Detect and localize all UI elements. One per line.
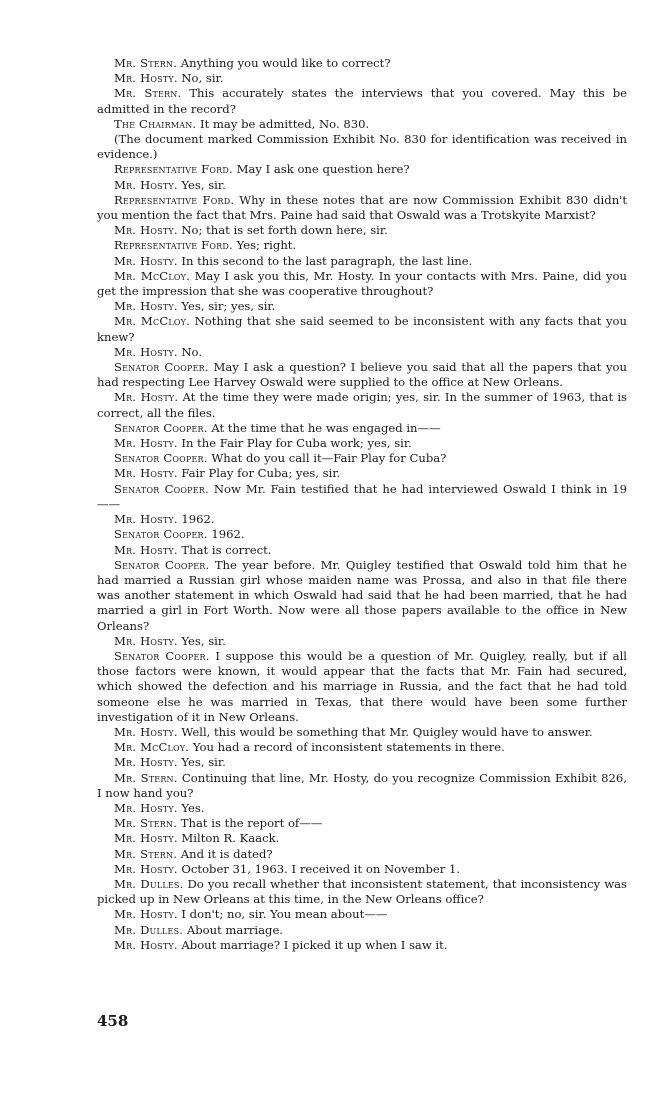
speaker-name: Senator Cooper. — [114, 527, 208, 542]
transcript-paragraph — [97, 223, 627, 238]
transcript-paragraph — [97, 755, 627, 770]
transcript-paragraph — [97, 740, 627, 755]
speech-text: May I ask a question? I believe you said that all the papers that you had respecting Lee Harvey Oswald were supplied to the office at New Orleans. — [97, 360, 627, 390]
speaker-name: Senator Cooper. — [114, 557, 210, 572]
transcript-paragraph — [97, 527, 627, 542]
speaker-name: Senator Cooper. — [114, 360, 209, 375]
transcript-paragraph — [97, 360, 627, 390]
speaker-name: Mr. Hosty. — [114, 724, 178, 739]
speaker-name: Mr. Hosty. — [114, 907, 178, 922]
speech-text: Yes; right. — [236, 238, 297, 253]
transcript-paragraph — [97, 436, 627, 451]
speaker-name: Mr. Hosty. — [114, 223, 178, 238]
speaker-name: Mr. Hosty. — [114, 253, 178, 268]
speech-text: In this second to the last paragraph, the last line. — [181, 253, 473, 268]
speaker-name: Mr. Stern. — [114, 770, 178, 785]
speech-text: I don't; no, sir. You mean about—— — [181, 907, 388, 922]
transcript-paragraph — [97, 466, 627, 481]
speaker-name: Senator Cooper. — [114, 420, 208, 435]
transcript-paragraph — [97, 512, 627, 527]
speech-text: Fair Play for Cuba; yes, sir. — [181, 466, 341, 481]
speech-text: Yes, sir. — [181, 177, 226, 192]
transcript-paragraph — [97, 86, 627, 116]
speech-text: About marriage? I picked it up when I saw it. — [181, 937, 448, 952]
speech-text: About marriage. — [186, 922, 283, 937]
speech-text: Anything you would like to correct? — [180, 56, 391, 70]
speech-text: Why in these notes that are now Commission Exhibit 830 didn't you mention the fact that Mrs. Paine had said that Oswald was a Trotskyite Marxist? — [97, 192, 628, 223]
speech-text: It may be admitted, No. 830. — [200, 116, 370, 131]
speech-text: Do you recall whether that inconsistent statement, that inconsistency was picked up in New Orleans at this time, in the New Orleans office? — [97, 876, 628, 907]
transcript-paragraph — [97, 117, 627, 132]
transcript-paragraph — [97, 254, 627, 269]
transcript-paragraph — [97, 314, 627, 344]
transcript-paragraph — [97, 390, 627, 420]
speech-text: I suppose this would be a question of Mr. Quigley, really, but if all those factors were known, it would appear that the facts that Mr. Fain had secured, which showed the defection and his marriage in Russia, and the fact that he had told someone else he was married in Texas, that there would have been some further investigation of it in New Orleans. — [97, 648, 627, 724]
speaker-name: Mr. Hosty. — [114, 755, 178, 770]
speech-text: That is correct. — [181, 542, 272, 557]
speaker-name: Mr. Stern. — [114, 86, 182, 101]
speaker-name: Senator Cooper. — [114, 648, 210, 663]
transcript-paragraph — [97, 238, 627, 253]
speech-text: October 31, 1963. I received it on November 1. — [181, 861, 461, 876]
speaker-name: Mr. Hosty. — [114, 512, 178, 527]
speech-text: Yes, sir. — [181, 633, 226, 648]
speaker-name: Mr. Hosty. — [114, 177, 178, 192]
speaker-name: Mr. Dulles. — [114, 876, 184, 891]
speech-text: May I ask one question here? — [236, 162, 410, 177]
speaker-name: Mr. Stern. — [114, 56, 178, 70]
transcript-paragraph — [97, 831, 627, 846]
speaker-name: Mr. Hosty. — [114, 542, 178, 557]
transcript-paragraph — [97, 923, 627, 938]
speech-text: And it is dated? — [180, 846, 273, 861]
speech-text: May I ask you this, Mr. Hosty. In your contacts with Mrs. Paine, did you get the impression that she was cooperative throughout? — [97, 268, 628, 299]
speaker-name: Mr. Hosty. — [114, 800, 178, 815]
transcript-paragraph — [97, 451, 627, 466]
speech-text: That is the report of—— — [180, 816, 323, 831]
speech-text: Yes, sir; yes, sir. — [181, 299, 276, 314]
speaker-name: The Chairman. — [114, 116, 197, 131]
speaker-name: Mr. Hosty. — [114, 436, 178, 451]
speaker-name: Representative Ford. — [114, 162, 233, 177]
speaker-name: Mr. Hosty. — [114, 466, 178, 481]
transcript-paragraph — [97, 162, 627, 177]
speech-text: (The document marked Commission Exhibit No. 830 for identification was received in evidence.) — [97, 132, 627, 162]
speaker-name: Mr. Stern. — [114, 846, 178, 861]
speech-text: Yes. — [181, 800, 205, 815]
transcript-paragraph — [97, 71, 627, 86]
speech-text: 1962. — [211, 527, 245, 542]
transcript-paragraph — [97, 771, 627, 801]
speech-text: No; that is set forth down here, sir. — [181, 223, 388, 238]
speech-text: At the time they were made origin; yes, sir. In the summer of 1963, that is correct, all the files. — [97, 390, 627, 420]
transcript-paragraph — [97, 907, 627, 922]
speaker-name: Mr. Hosty. — [114, 71, 178, 86]
speech-text: In the Fair Play for Cuba work; yes, sir. — [181, 436, 412, 451]
speaker-name: Mr. Dulles. — [114, 922, 184, 937]
transcript-paragraph — [97, 816, 627, 831]
speaker-name: Mr. Hosty. — [114, 344, 178, 359]
speaker-name: Mr. Stern. — [114, 816, 178, 831]
transcript-paragraph — [97, 299, 627, 314]
speaker-name: Mr. Hosty. — [114, 633, 178, 648]
transcript-paragraph — [97, 847, 627, 862]
speech-text: You had a record of inconsistent statements in there. — [192, 740, 505, 755]
speaker-name: Mr. McCloy. — [114, 268, 191, 283]
transcript-paragraph — [97, 269, 627, 299]
speech-text: Now Mr. Fain testified that he had interviewed Oswald I think in 19—— — [97, 481, 627, 511]
transcript-paragraph — [97, 725, 627, 740]
speech-text: Yes, sir. — [181, 755, 226, 770]
transcript-paragraph — [97, 634, 627, 649]
speech-text: At the time that he was engaged in—— — [211, 420, 441, 435]
speech-text: The year before. Mr. Quigley testified that Oswald told him that he had married a Russian girl whose maiden name was Prossa, and also in that file there was another statement in which Oswald had said that he had been married, that he had married a girl in Fort Worth. Now were all those papers available to the office in New Orleans? — [97, 557, 627, 633]
transcript-paragraph — [97, 345, 627, 360]
speech-text: No, sir. — [181, 71, 224, 86]
transcript-paragraph — [97, 543, 627, 558]
transcript-page — [97, 56, 627, 953]
speaker-name: Senator Cooper. — [114, 481, 209, 496]
speaker-name: Mr. Hosty. — [114, 831, 178, 846]
transcript-paragraph — [97, 558, 627, 634]
speaker-name: Mr. McCloy. — [114, 740, 190, 755]
transcript-paragraph — [97, 649, 627, 725]
speech-text: Nothing that she said seemed to be inconsistent with any facts that you knew? — [97, 314, 628, 344]
speaker-name: Mr. Hosty. — [114, 390, 179, 405]
speech-text: Well, this would be something that Mr. Quigley would have to answer. — [181, 724, 593, 739]
speech-text: No. — [181, 344, 203, 359]
speaker-name: Mr. Hosty. — [114, 861, 178, 876]
speech-text: What do you call it—Fair Play for Cuba? — [211, 451, 447, 466]
speaker-name: Senator Cooper. — [114, 451, 208, 466]
transcript-paragraph — [97, 801, 627, 816]
transcript-paragraph — [97, 178, 627, 193]
speech-text: Continuing that line, Mr. Hosty, do you recognize Commission Exhibit 826, I now hand you? — [97, 770, 627, 800]
transcript-paragraph — [97, 132, 627, 162]
speaker-name: Mr. Hosty. — [114, 299, 178, 314]
transcript-paragraph — [97, 56, 627, 71]
transcript-paragraph — [97, 482, 627, 512]
transcript-paragraph — [97, 421, 627, 436]
speaker-name: Mr. McCloy. — [114, 314, 191, 329]
speech-text: Milton R. Kaack. — [181, 831, 280, 846]
transcript-paragraph — [97, 938, 627, 953]
transcript-paragraph — [97, 877, 627, 907]
speech-text: 1962. — [181, 512, 215, 527]
speaker-name: Representative Ford. — [114, 238, 233, 253]
page-number: 458 — [97, 1012, 129, 1030]
transcript-paragraph — [97, 862, 627, 877]
transcript-paragraph — [97, 193, 627, 223]
speaker-name: Mr. Hosty. — [114, 937, 178, 952]
speech-text: This accurately states the interviews that you covered. May this be admitted in the record? — [97, 86, 627, 116]
speaker-name: Representative Ford. — [114, 192, 235, 207]
